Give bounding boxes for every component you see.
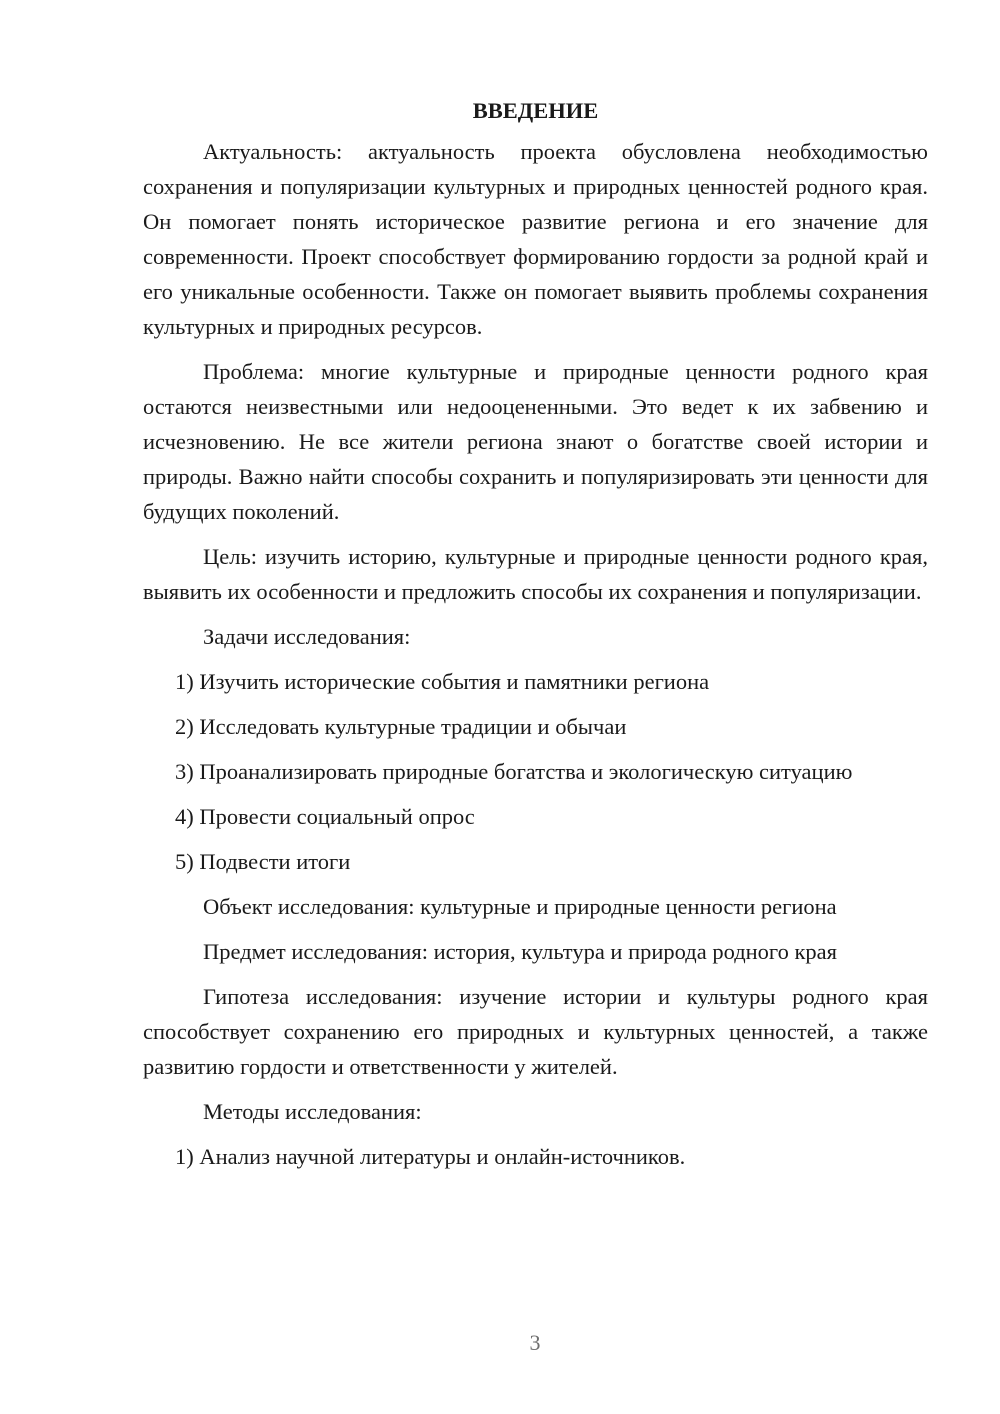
task-item-3: 3) Проанализировать природные богатства и экологическую ситуацию: [175, 759, 853, 784]
page-title: ВВЕДЕНИЕ: [472, 98, 599, 123]
tasks-title: Задачи исследования:: [203, 624, 411, 649]
method-item-1: 1) Анализ научной литературы и онлайн-источников.: [175, 1144, 686, 1169]
task-item-4: 4) Провести социальный опрос: [175, 804, 475, 829]
goal-paragraph: Цель: изучить историю, культурные и природные ценности родного края, выявить их особенности и предложить способы их сохранения и популяризации.: [143, 544, 928, 604]
problem-paragraph: Проблема: многие культурные и природные ценности родного края остаются неизвестными или недооцененными. Это ведет к их забвению и исчезновению. Не все жители региона знают о богатстве своей истории и природы. Важно найти способы сохранить и популяризировать эти ценности для будущих поколений.: [143, 359, 928, 524]
page-number: 3: [529, 1330, 541, 1355]
task-item-2: 2) Исследовать культурные традиции и обычаи: [175, 714, 627, 739]
hypothesis-paragraph: Гипотеза исследования: изучение истории и культуры родного края способствует сохранению его природных и культурных ценностей, а также развитию гордости и ответственности у жителей.: [143, 984, 928, 1079]
object-paragraph: Объект исследования: культурные и природные ценности региона: [203, 894, 837, 919]
subject-paragraph: Предмет исследования: история, культура и природа родного края: [203, 939, 837, 964]
task-item-1: 1) Изучить исторические события и памятники региона: [175, 669, 710, 694]
methods-title: Методы исследования:: [203, 1099, 422, 1124]
document-page: [143, 96, 928, 1184]
relevance-paragraph: Актуальность: актуальность проекта обусловлена необходимостью сохранения и популяризации культурных и природных ценностей родного края. Он помогает понять историческое развитие региона и его значение для современности. Проект способствует формированию гордости за родной край и его уникальные особенности. Также он помогает выявить проблемы сохранения культурных и природных ресурсов.: [143, 139, 928, 339]
task-item-5: 5) Подвести итоги: [175, 849, 351, 874]
